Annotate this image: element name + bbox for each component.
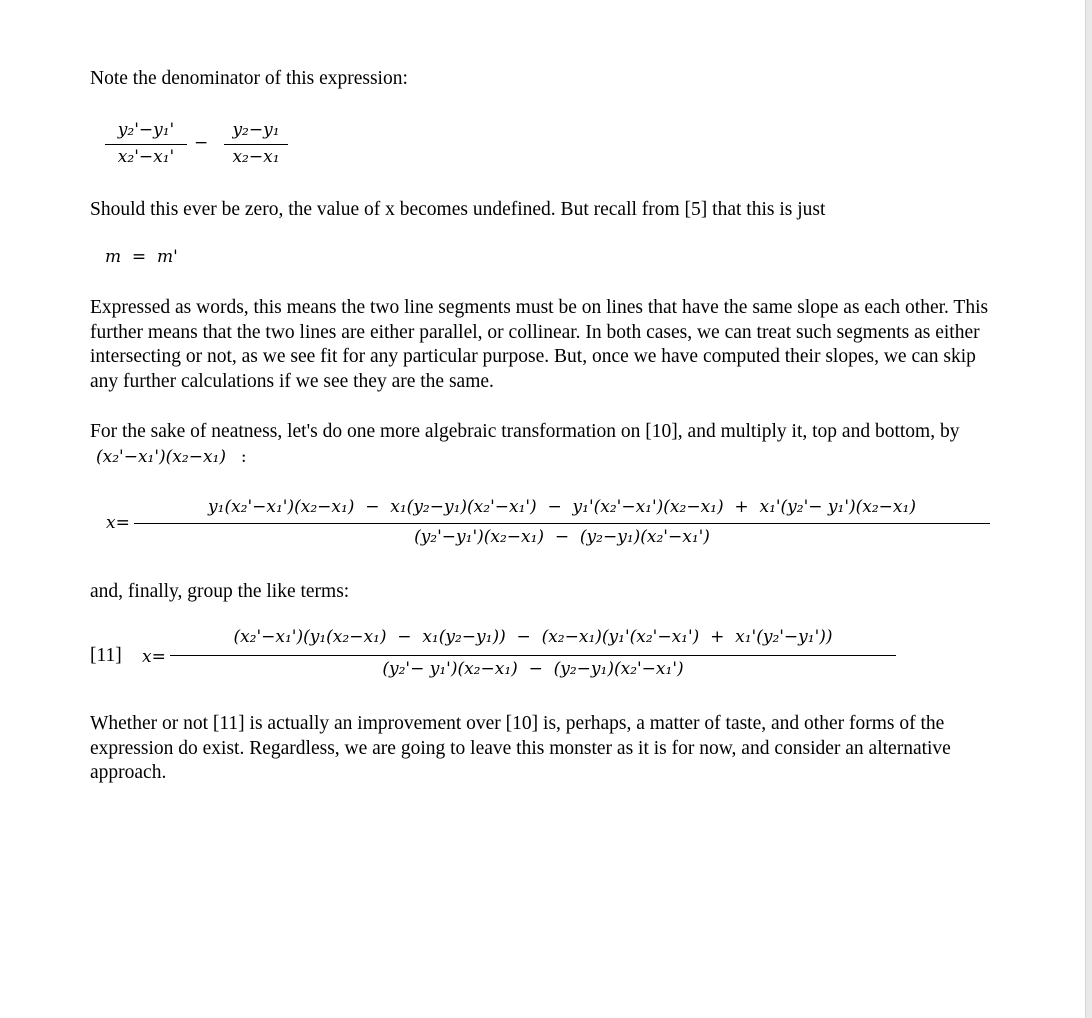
- fraction-denominator: (y₂'−y₁')(x₂−x₁) − (y₂−y₁)(x₂'−x₁'): [414, 527, 710, 547]
- fraction-bar: [170, 655, 896, 656]
- fraction-primed-slope: [105, 120, 187, 172]
- equation-equal-slopes: m = m': [105, 247, 178, 267]
- fraction-bar: [105, 144, 187, 145]
- fraction-numerator: y₁(x₂'−x₁')(x₂−x₁) − x₁(y₂−y₁)(x₂'−x₁') − y₁'(x₂'−x₁')(x₂−x₁) + x₁'(y₂'− y₁')(x₂−x₁): [208, 497, 916, 517]
- paragraph-text: For the sake of neatness, let's do one more algebraic transformation on [10], and multiply it, top and bottom, by: [90, 421, 960, 442]
- paragraph-group-terms: and, finally, group the like terms:: [90, 581, 350, 602]
- paragraph-denominator-note: Note the denominator of this expression:: [90, 68, 408, 89]
- fraction-x-expanded: [134, 497, 990, 553]
- fraction-numerator: (x₂'−x₁')(y₁(x₂−x₁) − x₁(y₂−y₁)) − (x₂−x₁)(y₁'(x₂'−x₁') + x₁'(y₂'−y₁')): [233, 627, 833, 647]
- equation-label: [11]: [90, 645, 122, 666]
- fraction-denominator: x₂'−x₁': [117, 147, 175, 167]
- fraction-bar: [224, 144, 288, 145]
- fraction-numerator: y₂'−y₁': [117, 120, 175, 140]
- paragraph-zero-case: Should this ever be zero, the value of x becomes undefined. But recall from [5] that this is just: [90, 199, 826, 220]
- scrollbar-track[interactable]: [1085, 0, 1092, 1018]
- fraction-bar: [134, 523, 990, 524]
- fraction-denominator: x₂−x₁: [232, 147, 280, 167]
- equation-lhs: x=: [142, 647, 166, 667]
- colon: :: [240, 446, 247, 467]
- paragraph-transformation: [90, 420, 990, 469]
- fraction-denominator: (y₂'− y₁')(x₂−x₁) − (y₂−y₁)(x₂'−x₁'): [382, 659, 684, 679]
- inline-multiplier: (x₂'−x₁')(x₂−x₁): [96, 446, 226, 467]
- equation-lhs: x=: [106, 513, 130, 533]
- fraction-x-grouped: [170, 627, 896, 685]
- paragraph-explanation: Expressed as words, this means the two line segments must be on lines that have the same slope as each other. This further means that the two lines are either parallel, or collinear. In both cases, we can treat such segments as either intersecting or not, as we see fit for any particular purpose. But, once we have computed their slopes, we can skip any further calculations if we see they are the same.: [90, 297, 989, 392]
- fraction-numerator: y₂−y₁: [232, 120, 280, 140]
- paragraph-conclusion: Whether or not [11] is actually an improvement over [10] is, perhaps, a matter of taste, and other forms of the expression do exist. Regardless, we are going to leave this monster as it is for now, and consider an alternative approach.: [90, 713, 951, 783]
- fraction-slope: [224, 120, 288, 172]
- minus-sign: −: [194, 133, 209, 153]
